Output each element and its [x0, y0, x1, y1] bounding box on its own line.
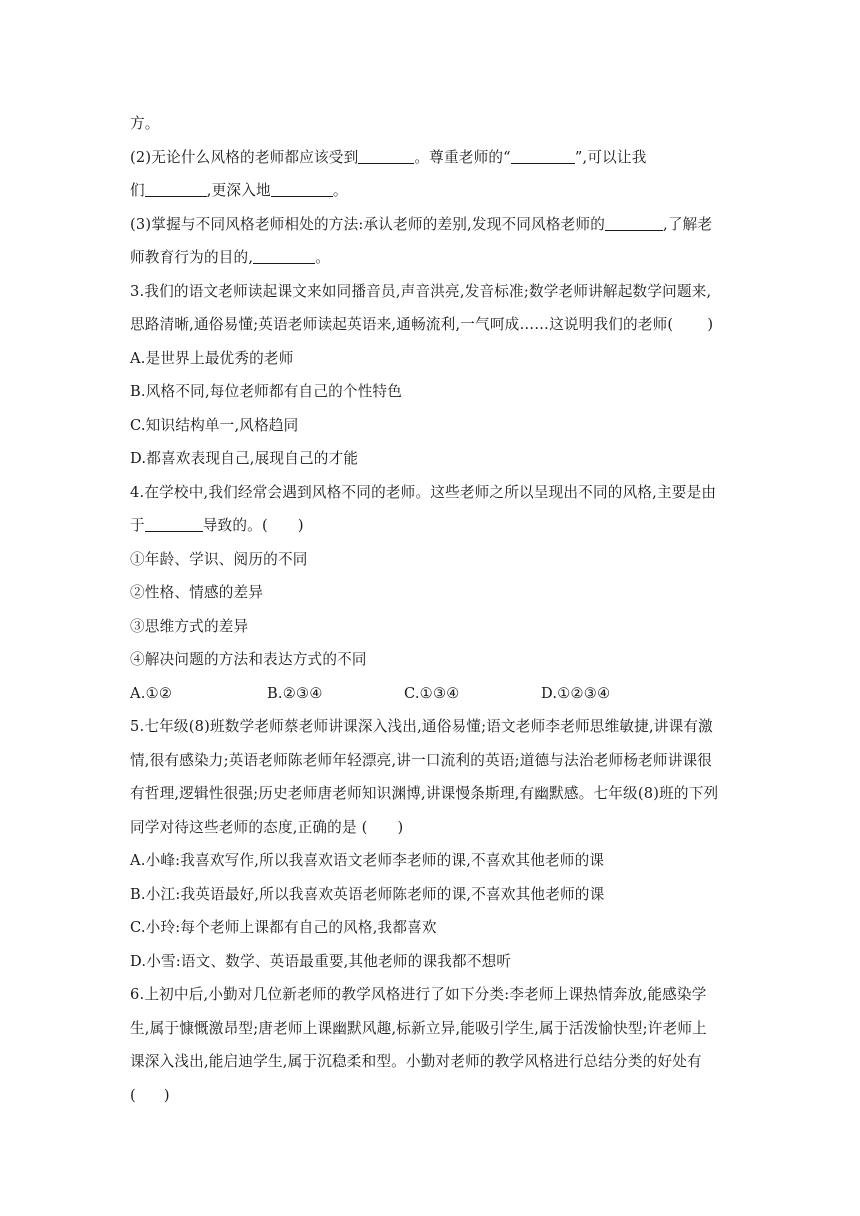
question-text: 同学对待这些老师的态度,正确的是 ( [130, 818, 368, 836]
q2-line-3 [130, 174, 740, 208]
option-b[interactable] [130, 878, 740, 912]
q2-line-1 [130, 107, 740, 141]
question-text: 于 [130, 517, 145, 534]
q6-line-3 [130, 1045, 740, 1079]
text: ”,可以让我 [574, 148, 647, 166]
option-d[interactable] [130, 945, 740, 979]
q4-options-row [130, 677, 740, 711]
q6-line-1 [130, 978, 740, 1012]
option-d[interactable]: D.①②③④ [541, 684, 611, 702]
text: 。尊重老师的“ [414, 148, 511, 166]
q6-line-2 [130, 1012, 740, 1046]
question-text: 5.七年级(8)班数学老师蔡老师讲课深入浅出,通俗易懂;语文老师李老师思维敏捷,讲课有激 [130, 718, 713, 735]
question-text: 3.我们的语文老师读起课文来如同播音员,声音洪亮,发音标准;数学老师讲解起数学问题来, [130, 282, 712, 300]
paren-close: ) [163, 1086, 170, 1104]
q4-item-2 [130, 576, 740, 610]
item-text: ④解决问题的方法和表达方式的不同 [130, 651, 367, 668]
question-text: 有哲理,逻辑性很强;历史老师唐老师知识渊博,讲课慢条斯理,有幽默感。七年级(8)班的下列 [130, 785, 719, 802]
option-b[interactable]: B.②③④ [267, 684, 323, 702]
text: 。 [332, 182, 348, 199]
question-text: 课深入浅出,能启迪学生,属于沉稳柔和型。小勤对老师的教学风格进行总结分类的好处有 [130, 1053, 702, 1070]
q5-line-3 [130, 777, 740, 811]
question-text: 思路清晰,通俗易懂;英语老师读起英语来,通畅流利,一气呵成……这说明我们的老师( [130, 316, 674, 333]
q2-line-2 [130, 141, 740, 175]
answer-blank[interactable] [253, 248, 315, 264]
q6-line-4 [130, 1079, 740, 1113]
option-b[interactable] [130, 375, 740, 409]
text: 们 [130, 182, 145, 199]
option-text: C.知识结构单一,风格趋同 [130, 416, 299, 434]
q5-line-4 [130, 811, 740, 845]
item-text: ①年龄、学识、阅历的不同 [130, 550, 308, 568]
text: 。 [315, 249, 330, 266]
option-c[interactable] [130, 911, 740, 945]
option-text: A.是世界上最优秀的老师 [130, 349, 294, 367]
option-c[interactable] [130, 409, 740, 443]
q4-line-1 [130, 476, 740, 510]
option-text: B.风格不同,每位老师都有自己的个性特色 [130, 383, 403, 400]
item-text: ③思维方式的差异 [130, 617, 249, 635]
answer-blank[interactable] [605, 215, 663, 231]
answer-blank[interactable] [358, 148, 414, 164]
paren-close: ) [297, 517, 304, 534]
option-a[interactable] [130, 342, 740, 376]
text: 师教育行为的目的, [130, 249, 254, 266]
answer-blank[interactable] [145, 516, 203, 532]
text: 方。 [130, 115, 160, 132]
option-a[interactable]: A.①② [130, 684, 173, 702]
q4-item-1 [130, 543, 740, 577]
option-a[interactable] [130, 844, 740, 878]
text: (3)掌握与不同风格老师相处的方法:承认老师的差别,发现不同风格老师的 [130, 215, 606, 233]
paren-open: ( [130, 1086, 136, 1104]
item-text: ②性格、情感的差异 [130, 584, 264, 601]
option-c[interactable]: C.①③④ [404, 684, 460, 702]
question-text: 生,属于慷慨激昂型;唐老师上课幽默风趣,标新立异,能吸引学生,属于活泼愉快型;许老师上 [130, 1019, 707, 1037]
q5-line-2 [130, 744, 740, 778]
option-text: B.小江:我英语最好,所以我喜欢英语老师陈老师的课,不喜欢其他老师的课 [130, 885, 605, 903]
q3-line-1 [130, 275, 740, 309]
q4-line-2 [130, 509, 740, 543]
answer-blank[interactable] [145, 181, 207, 197]
answer-blank[interactable] [271, 181, 333, 197]
text: ,了解老 [663, 215, 713, 233]
option-text: D.小雪:语文、数学、英语最重要,其他老师的课我都不想听 [130, 952, 512, 970]
document-page [130, 107, 740, 1112]
option-text: A.小峰:我喜欢写作,所以我喜欢语文老师李老师的课,不喜欢其他老师的课 [130, 852, 605, 869]
question-text: 情,很有感染力;英语老师陈老师年轻漂亮,讲一口流利的英语;道德与法治老师杨老师讲课很 [130, 751, 713, 769]
question-text: 导致的。( [202, 517, 268, 534]
answer-blank[interactable] [511, 148, 575, 164]
question-text: 6.上初中后,小勤对几位新老师的教学风格进行了如下分类:李老师上课热情奔放,能感染学 [130, 986, 707, 1003]
q4-item-4 [130, 643, 740, 677]
q2-line-4 [130, 208, 740, 242]
question-text: 4.在学校中,我们经常会遇到风格不同的老师。这些老师之所以呈现出不同的风格,主要是由 [130, 483, 717, 501]
q2-line-5 [130, 241, 740, 275]
paren-close: ) [707, 316, 714, 333]
q4-item-3 [130, 610, 740, 644]
text: ,更深入地 [206, 182, 271, 199]
text: (2)无论什么风格的老师都应该受到 [130, 148, 359, 166]
option-text: C.小玲:每个老师上课都有自己的风格,我都喜欢 [130, 919, 437, 936]
q3-line-2 [130, 308, 740, 342]
paren-close: ) [397, 818, 404, 836]
option-d[interactable] [130, 442, 740, 476]
option-text: D.都喜欢表现自己,展现自己的才能 [130, 450, 359, 467]
q5-line-1 [130, 710, 740, 744]
